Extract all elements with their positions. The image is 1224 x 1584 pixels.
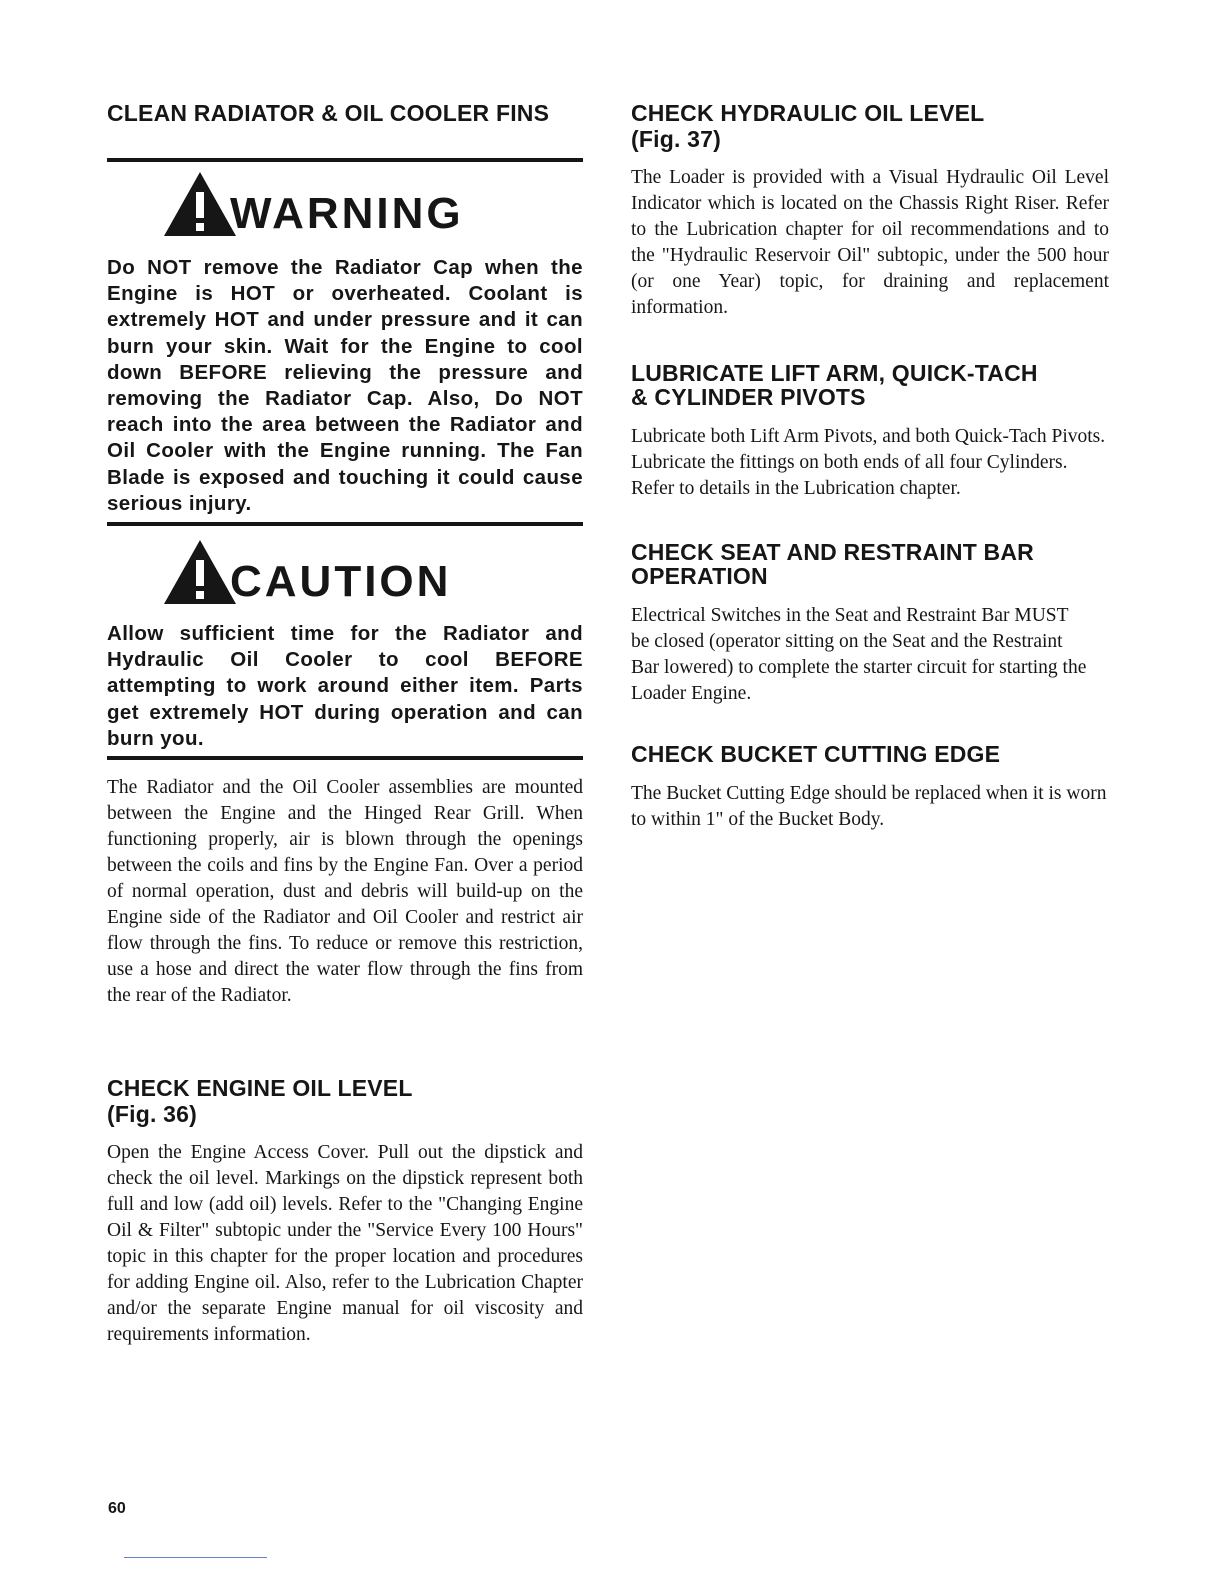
lubricate-body: Lubricate both Lift Arm Pivots, and both Quick-Tach Pivots. Lubricate the fittings on both ends of all four Cylinders. Refer to details in the Lubrication chapter. — [631, 426, 1106, 499]
engine-oil-body: Open the Engine Access Cover. Pull out the dipstick and check the oil level. Markings on the dipstick represent both full and low (add oil) levels. Refer to the "Changing Engine Oil & Filter" subtopic under the "Service Every 100 Hours" topic in this chapter for the proper location and procedures for adding Engine oil. Also, refer to the Lubrication Chapter and/or the separate Engine manual for oil viscosity and requirements information. — [107, 1142, 583, 1345]
section-heading-engine-oil-fig: (Fig. 36) — [107, 1101, 197, 1127]
section-heading-engine-oil: CHECK ENGINE OIL LEVEL — [107, 1075, 413, 1101]
caution-signal — [162, 538, 451, 606]
section-heading-bucket-edge: CHECK BUCKET CUTTING EDGE — [631, 741, 1001, 767]
warning-text: Do NOT remove the Radiator Cap when the Engine is HOT or overheated. Coolant is extremely HOT and under pressure and it can burn your skin. Wait for the Engine to cool down BEFORE relieving the pressure and removing the Radiator Cap. Also, Do NOT reach into the area between the Radiator and Oil Cooler with the Engine running. The Fan Blade is exposed and touching it could cause serious injury. — [107, 256, 583, 515]
caution-text: Allow sufficient time for the Radiator and Hydraulic Oil Cooler to cool BEFORE attempting to work around either item. Parts get extremely HOT during operation and can burn you. — [107, 622, 583, 750]
clean-radiator-body: The Radiator and the Oil Cooler assemblies are mounted between the Engine and the Hinged Rear Grill. When functioning properly, air is blown through the openings between the coils and fins by the Engine Fan. Over a period of normal operation, dust and debris will build-up on the Engine side of the Radiator and Oil Cooler and restrict air flow through the fins. To reduce or remove this restriction, use a hose and direct the water flow through the fins from the rear of the Radiator. — [107, 777, 583, 1006]
section-heading-lubricate-2: & CYLINDER PIVOTS — [631, 384, 866, 410]
warning-top-rule — [107, 158, 583, 162]
warning-label: WARNING — [230, 189, 464, 238]
page-number: 60 — [108, 1500, 126, 1517]
section-heading-hydraulic-oil-fig: (Fig. 37) — [631, 126, 721, 152]
warning-bottom-rule — [107, 522, 583, 526]
bucket-edge-body: The Bucket Cutting Edge should be replaced when it is worn to within 1" of the Bucket Body. — [631, 783, 1107, 830]
warning-signal — [162, 170, 464, 238]
caution-bottom-rule — [107, 756, 583, 760]
hydraulic-oil-body: The Loader is provided with a Visual Hydraulic Oil Level Indicator which is located on the Chassis Right Riser. Refer to the Lubrication chapter for oil recommendations and to the "Hydraulic Reservoir Oil" subtopic, under the 500 hour (or one Year) topic, for draining and replacement information. — [631, 167, 1109, 318]
section-heading-hydraulic-oil: CHECK HYDRAULIC OIL LEVEL — [631, 100, 985, 126]
alert-triangle-icon — [162, 170, 238, 238]
alert-triangle-icon — [162, 538, 238, 606]
section-heading-seat-restraint: CHECK SEAT AND RESTRAINT BAR — [631, 539, 1034, 565]
section-heading-clean-radiator: CLEAN RADIATOR & OIL COOLER FINS — [107, 100, 550, 126]
seat-restraint-body: Electrical Switches in the Seat and Restraint Bar MUST be closed (operator sitting on the Seat and the Restraint Bar lowered) to complete the starter circuit for starting the Loader Engine. — [631, 605, 1087, 704]
footer-line — [124, 1557, 267, 1558]
section-heading-seat-restraint-2: OPERATION — [631, 563, 768, 589]
caution-label: CAUTION — [230, 557, 452, 606]
section-heading-lubricate: LUBRICATE LIFT ARM, QUICK-TACH — [631, 360, 1038, 386]
